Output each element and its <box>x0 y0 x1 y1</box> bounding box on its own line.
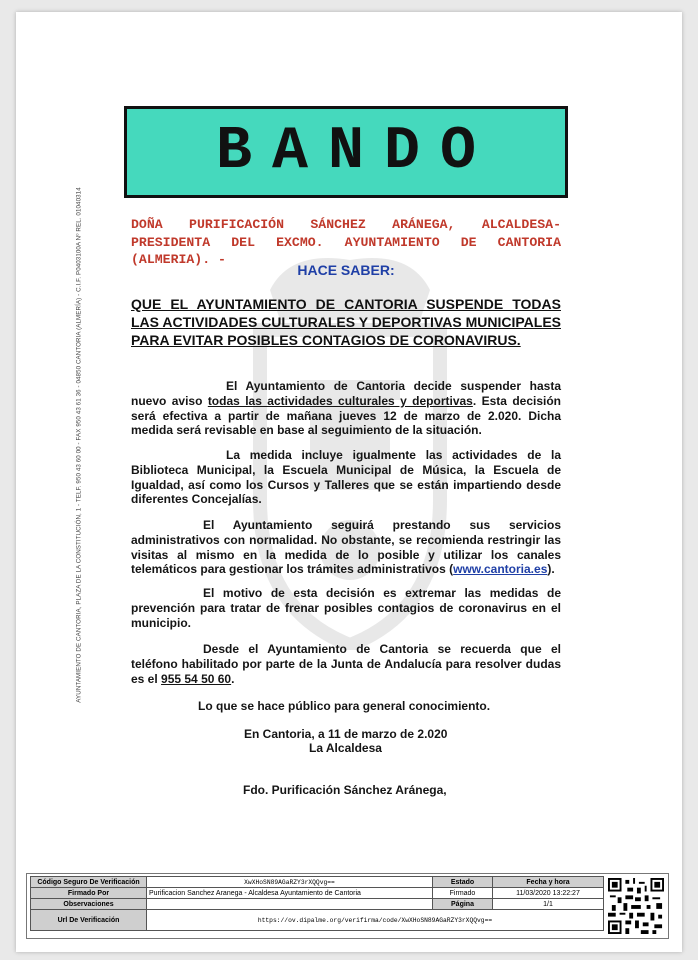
bando-banner <box>124 106 568 198</box>
table-row: Firmado Por Purificacion Sanchez Aranega - Alcaldesa Ayuntamiento de Cantoria Firmado 11/03/2020 13:22:27 <box>31 888 604 899</box>
paragraph-5: Desde el Ayuntamiento de Cantoria se recuerda que el teléfono habilitado por parte de la Junta de Andalucía para resolver dudas es el 955 54 50 60. <box>131 642 561 686</box>
hace-saber-heading: HACE SABER: <box>297 262 395 278</box>
paragraph-2: La medida incluye igualmente las actividades de la Biblioteca Municipal, la Escuela Municipal de Música, la Escuela de Igualdad, así como los Cursos y Talleres que se están impartiendo desde diferentes Concejalías. <box>131 448 561 507</box>
document-title: QUE EL AYUNTAMIENTO DE CANTORIA SUSPENDE TODAS LAS ACTIVIDADES CULTURALES Y DEPORTIVAS MUNICIPALES PARA EVITAR POSIBLES CONTAGIOS DE CORONAVIRUS. <box>131 296 561 348</box>
banner-title: BANDO <box>215 118 497 186</box>
signature-line: Fdo. Purificación Sánchez Aránega, <box>243 783 447 797</box>
paragraph-4: El motivo de esta decisión es extremar las medidas de prevención para tratar de frenar posibles contagios de coronavirus en el municipio. <box>131 586 561 630</box>
phone-number: 955 54 50 60 <box>161 671 232 686</box>
table-row: Código Seguro De Verificación XwXHoSN89AGaRZY3rXQQvg== Estado Fecha y hora <box>31 877 604 888</box>
side-address-text: AYUNTAMIENTO DE CANTORIA, PLAZA DE LA CONSTITUCIÓN, 1 - TELF. 950 43 60 00 - FAX 950 43 61 36 - 04850 CANTORIA (ALMERÍA) - C.I.F. P0403100A Nº REL. 01040314 <box>75 187 83 703</box>
paragraph-3: El Ayuntamiento seguirá prestando sus servicios administrativos con normalidad. No obstante, se recomienda restringir las visitas al mismo en la medida de lo posible y utilizar los canales telemáticos para gestionar los trámites administrativos (www.cantoria.es). <box>131 518 561 577</box>
closing-text: Lo que se hace público para general conocimiento. <box>198 699 491 713</box>
place-date: En Cantoria, a 11 de marzo de 2.020 <box>244 727 448 741</box>
qr-code-icon[interactable] <box>608 878 664 934</box>
paragraph-1: El Ayuntamiento de Cantoria decide suspender hasta nuevo aviso todas las actividades culturales y deportivas. Esta decisión será efectiva a partir de mañana jueves 12 de marzo de 2.020. Dicha medida será revisable en base al seguimiento de la situación. <box>131 379 561 438</box>
verification-url[interactable]: https://ov.dipalme.org/verifirma/code/XwXHoSN89AGaRZY3rXQQvg== <box>147 910 604 931</box>
website-link[interactable]: www.cantoria.es <box>453 562 548 577</box>
table-row: Observaciones Página 1/1 <box>31 899 604 910</box>
verification-table <box>30 876 604 931</box>
signer-role: La Alcaldesa <box>309 741 382 755</box>
header-authority: DOÑA PURIFICACIÓN SÁNCHEZ ARÁNEGA, ALCALDESA-PRESIDENTA DEL EXCMO. AYUNTAMIENTO DE CANTORIA (ALMERIA). - <box>131 217 561 267</box>
table-row: Url De Verificación https://ov.dipalme.org/verifirma/code/XwXHoSN89AGaRZY3rXQQvg== <box>31 910 604 931</box>
